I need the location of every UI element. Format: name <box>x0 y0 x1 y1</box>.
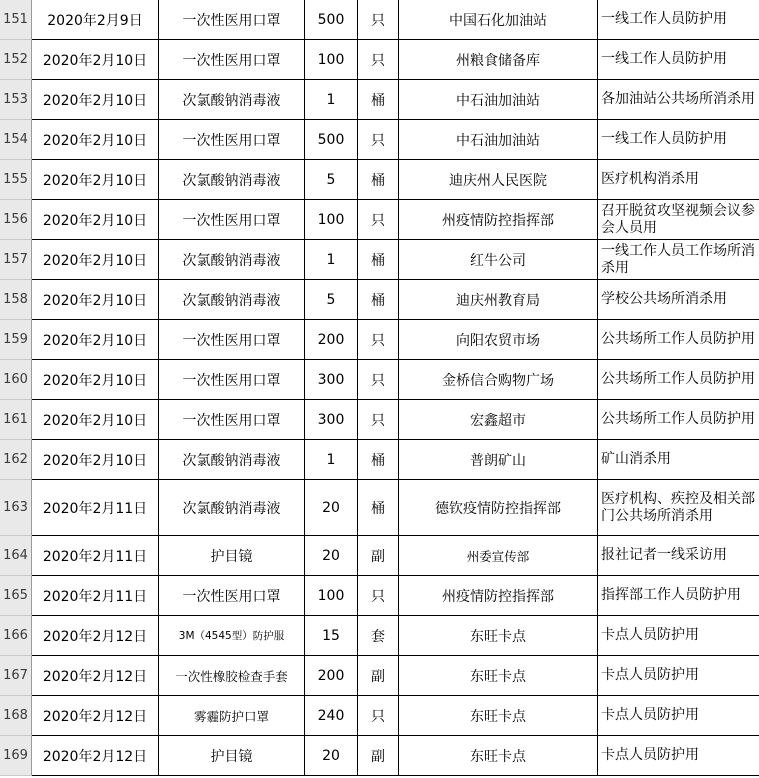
quantity-cell[interactable]: 1 <box>305 80 358 120</box>
row-header[interactable]: 157 <box>0 240 32 280</box>
purpose-cell[interactable]: 医疗机构、疾控及相关部门公共场所消杀用 <box>598 480 759 536</box>
item-cell[interactable]: 一次性医用口罩 <box>159 360 305 400</box>
date-cell[interactable]: 2020年2月10日 <box>32 240 159 280</box>
table-row <box>0 480 759 536</box>
date-cell[interactable]: 2020年2月10日 <box>32 320 159 360</box>
unit-cell[interactable]: 只 <box>358 0 399 40</box>
date-cell[interactable]: 2020年2月12日 <box>32 616 159 656</box>
table-row <box>0 696 759 736</box>
recipient-cell[interactable]: 红牛公司 <box>399 240 598 280</box>
recipient-cell[interactable]: 金桥信合购物广场 <box>399 360 598 400</box>
row-header[interactable]: 166 <box>0 616 32 656</box>
table-row <box>0 40 759 80</box>
row-header[interactable]: 156 <box>0 200 32 240</box>
quantity-cell[interactable]: 20 <box>305 536 358 576</box>
item-cell[interactable]: 次氯酸钠消毒液 <box>159 280 305 320</box>
purpose-cell[interactable]: 召开脱贫攻坚视频会议参会人员用 <box>598 200 759 240</box>
row-header[interactable]: 164 <box>0 536 32 576</box>
purpose-cell[interactable]: 各加油站公共场所消杀用 <box>598 80 759 120</box>
item-cell[interactable]: 一次性医用口罩 <box>159 200 305 240</box>
date-cell[interactable]: 2020年2月10日 <box>32 400 159 440</box>
purpose-cell[interactable]: 一线工作人员防护用 <box>598 0 759 40</box>
purpose-cell[interactable]: 报社记者一线采访用 <box>598 536 759 576</box>
row-header[interactable]: 152 <box>0 40 32 80</box>
quantity-cell[interactable]: 300 <box>305 400 358 440</box>
purpose-cell[interactable]: 卡点人员防护用 <box>598 656 759 696</box>
purpose-cell[interactable]: 学校公共场所消杀用 <box>598 280 759 320</box>
item-cell[interactable]: 一次性医用口罩 <box>159 320 305 360</box>
recipient-cell[interactable]: 中石油加油站 <box>399 120 598 160</box>
unit-cell[interactable]: 只 <box>358 400 399 440</box>
unit-cell[interactable]: 桶 <box>358 240 399 280</box>
purpose-cell[interactable]: 一线工作人员防护用 <box>598 120 759 160</box>
date-cell[interactable]: 2020年2月10日 <box>32 200 159 240</box>
row-header[interactable]: 168 <box>0 696 32 736</box>
purpose-cell[interactable]: 一线工作人员防护用 <box>598 40 759 80</box>
unit-cell[interactable]: 桶 <box>358 440 399 480</box>
item-cell[interactable]: 一次性医用口罩 <box>159 400 305 440</box>
date-cell[interactable]: 2020年2月12日 <box>32 656 159 696</box>
item-cell[interactable]: 一次性医用口罩 <box>159 576 305 616</box>
row-header[interactable]: 154 <box>0 120 32 160</box>
row-header[interactable]: 158 <box>0 280 32 320</box>
recipient-cell[interactable]: 德钦疫情防控指挥部 <box>399 480 598 536</box>
table-row <box>0 616 759 656</box>
table-row <box>0 440 759 480</box>
purpose-cell[interactable]: 矿山消杀用 <box>598 440 759 480</box>
table-row <box>0 160 759 200</box>
item-cell[interactable]: 雾霾防护口罩 <box>159 696 305 736</box>
date-cell[interactable]: 2020年2月9日 <box>32 0 159 40</box>
item-cell[interactable]: 一次性医用口罩 <box>159 120 305 160</box>
date-cell[interactable]: 2020年2月12日 <box>32 696 159 736</box>
recipient-cell[interactable]: 州疫情防控指挥部 <box>399 576 598 616</box>
unit-cell[interactable]: 桶 <box>358 280 399 320</box>
recipient-cell[interactable]: 东旺卡点 <box>399 736 598 776</box>
quantity-cell[interactable]: 100 <box>305 576 358 616</box>
quantity-cell[interactable]: 100 <box>305 200 358 240</box>
unit-cell[interactable]: 桶 <box>358 480 399 536</box>
unit-cell[interactable]: 只 <box>358 696 399 736</box>
date-cell[interactable]: 2020年2月10日 <box>32 440 159 480</box>
unit-cell[interactable]: 只 <box>358 320 399 360</box>
row-header[interactable]: 161 <box>0 400 32 440</box>
item-cell[interactable]: 次氯酸钠消毒液 <box>159 440 305 480</box>
recipient-cell[interactable]: 东旺卡点 <box>399 616 598 656</box>
item-cell[interactable]: 一次性医用口罩 <box>159 0 305 40</box>
date-cell[interactable]: 2020年2月11日 <box>32 576 159 616</box>
recipient-cell[interactable]: 中石油加油站 <box>399 80 598 120</box>
unit-cell[interactable]: 只 <box>358 576 399 616</box>
purpose-cell[interactable]: 一线工作人员工作场所消杀用 <box>598 240 759 280</box>
table-row <box>0 576 759 616</box>
unit-cell[interactable]: 套 <box>358 616 399 656</box>
item-cell[interactable]: 3M（4545型）防护服 <box>159 616 305 656</box>
table-row <box>0 320 759 360</box>
date-cell[interactable]: 2020年2月10日 <box>32 280 159 320</box>
quantity-cell[interactable]: 1 <box>305 440 358 480</box>
date-cell[interactable]: 2020年2月10日 <box>32 120 159 160</box>
item-cell[interactable]: 一次性橡胶检查手套 <box>159 656 305 696</box>
date-cell[interactable]: 2020年2月11日 <box>32 536 159 576</box>
row-header[interactable]: 169 <box>0 736 32 776</box>
table-row <box>0 80 759 120</box>
unit-cell[interactable]: 副 <box>358 656 399 696</box>
date-cell[interactable]: 2020年2月12日 <box>32 736 159 776</box>
purpose-cell[interactable]: 公共场所工作人员防护用 <box>598 360 759 400</box>
item-cell[interactable]: 护目镜 <box>159 736 305 776</box>
quantity-cell[interactable]: 5 <box>305 160 358 200</box>
row-header[interactable]: 153 <box>0 80 32 120</box>
recipient-cell[interactable]: 普朗矿山 <box>399 440 598 480</box>
row-header[interactable]: 159 <box>0 320 32 360</box>
recipient-cell[interactable]: 中国石化加油站 <box>399 0 598 40</box>
date-cell[interactable]: 2020年2月10日 <box>32 40 159 80</box>
item-cell[interactable]: 一次性医用口罩 <box>159 40 305 80</box>
unit-cell[interactable]: 只 <box>358 200 399 240</box>
purpose-cell[interactable]: 医疗机构消杀用 <box>598 160 759 200</box>
date-cell[interactable]: 2020年2月10日 <box>32 160 159 200</box>
quantity-cell[interactable]: 300 <box>305 360 358 400</box>
recipient-cell[interactable]: 迪庆州教育局 <box>399 280 598 320</box>
table-row <box>0 200 759 240</box>
quantity-cell[interactable]: 20 <box>305 736 358 776</box>
unit-cell[interactable]: 桶 <box>358 160 399 200</box>
table-row <box>0 120 759 160</box>
purpose-cell[interactable]: 卡点人员防护用 <box>598 736 759 776</box>
quantity-cell[interactable]: 500 <box>305 0 358 40</box>
purpose-cell[interactable]: 卡点人员防护用 <box>598 696 759 736</box>
unit-cell[interactable]: 只 <box>358 40 399 80</box>
item-cell[interactable]: 护目镜 <box>159 536 305 576</box>
recipient-cell[interactable]: 东旺卡点 <box>399 696 598 736</box>
item-cell[interactable]: 次氯酸钠消毒液 <box>159 160 305 200</box>
item-cell[interactable]: 次氯酸钠消毒液 <box>159 80 305 120</box>
quantity-cell[interactable]: 20 <box>305 480 358 536</box>
purpose-cell[interactable]: 公共场所工作人员防护用 <box>598 400 759 440</box>
row-header[interactable]: 155 <box>0 160 32 200</box>
row-header[interactable]: 151 <box>0 0 32 40</box>
unit-cell[interactable]: 只 <box>358 120 399 160</box>
unit-cell[interactable]: 桶 <box>358 80 399 120</box>
table-row <box>0 240 759 280</box>
recipient-cell[interactable]: 州粮食储备库 <box>399 40 598 80</box>
table-row <box>0 280 759 320</box>
date-cell[interactable]: 2020年2月10日 <box>32 80 159 120</box>
unit-cell[interactable]: 只 <box>358 360 399 400</box>
row-header[interactable]: 160 <box>0 360 32 400</box>
row-header[interactable]: 163 <box>0 480 32 536</box>
recipient-cell[interactable]: 向阳农贸市场 <box>399 320 598 360</box>
table-row <box>0 400 759 440</box>
table-row <box>0 0 759 40</box>
recipient-cell[interactable]: 州委宣传部 <box>399 536 598 576</box>
quantity-cell[interactable]: 1 <box>305 240 358 280</box>
item-cell[interactable]: 次氯酸钠消毒液 <box>159 240 305 280</box>
row-header[interactable]: 167 <box>0 656 32 696</box>
quantity-cell[interactable]: 500 <box>305 120 358 160</box>
date-cell[interactable]: 2020年2月10日 <box>32 360 159 400</box>
quantity-cell[interactable]: 5 <box>305 280 358 320</box>
recipient-cell[interactable]: 东旺卡点 <box>399 656 598 696</box>
quantity-cell[interactable]: 100 <box>305 40 358 80</box>
quantity-cell[interactable]: 200 <box>305 656 358 696</box>
quantity-cell[interactable]: 240 <box>305 696 358 736</box>
unit-cell[interactable]: 副 <box>358 736 399 776</box>
table-row <box>0 656 759 696</box>
table-row <box>0 360 759 400</box>
recipient-cell[interactable]: 宏鑫超市 <box>399 400 598 440</box>
quantity-cell[interactable]: 15 <box>305 616 358 656</box>
purpose-cell[interactable]: 公共场所工作人员防护用 <box>598 320 759 360</box>
item-cell[interactable]: 次氯酸钠消毒液 <box>159 480 305 536</box>
recipient-cell[interactable]: 州疫情防控指挥部 <box>399 200 598 240</box>
quantity-cell[interactable]: 200 <box>305 320 358 360</box>
recipient-cell[interactable]: 迪庆州人民医院 <box>399 160 598 200</box>
table-row <box>0 536 759 576</box>
date-cell[interactable]: 2020年2月11日 <box>32 480 159 536</box>
purpose-cell[interactable]: 卡点人员防护用 <box>598 616 759 656</box>
row-header[interactable]: 162 <box>0 440 32 480</box>
table-row <box>0 736 759 776</box>
row-header[interactable]: 165 <box>0 576 32 616</box>
purpose-cell[interactable]: 指挥部工作人员防护用 <box>598 576 759 616</box>
unit-cell[interactable]: 副 <box>358 536 399 576</box>
